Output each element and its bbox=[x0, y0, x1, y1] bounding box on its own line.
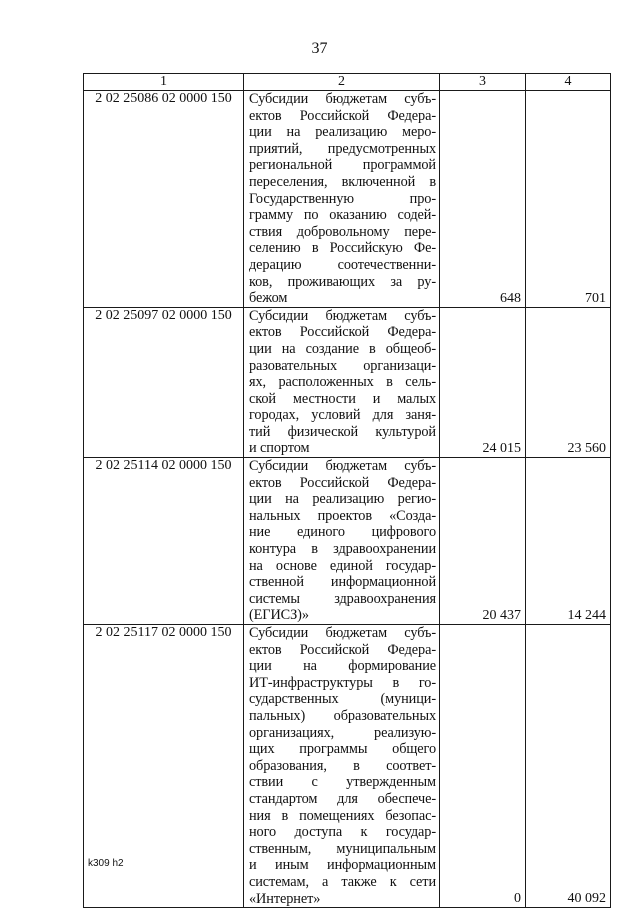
description-line: ния в помещениях безопас- bbox=[249, 807, 436, 824]
amount-col4-cell: 40 092 bbox=[526, 625, 611, 908]
description-line: переселения, включенной в bbox=[249, 173, 436, 190]
description-line: ИТ-инфраструктуры в го- bbox=[249, 674, 436, 691]
column-header-1: 1 bbox=[84, 74, 244, 91]
description-line: «Интернет» bbox=[249, 890, 321, 907]
description-line: Субсидии бюджетам субъ- bbox=[249, 307, 436, 324]
column-header-3: 3 bbox=[440, 74, 526, 91]
description-line: контура в здравоохранении bbox=[249, 541, 436, 558]
description-line: ской местности и малых bbox=[249, 390, 436, 407]
budget-code-cell: 2 02 25086 02 0000 150 bbox=[84, 91, 244, 308]
table-row bbox=[84, 458, 611, 625]
table-row bbox=[84, 307, 611, 457]
description-line: (ЕГИСЗ)» bbox=[249, 607, 309, 624]
description-line: ектов Российской Федера- bbox=[249, 641, 436, 658]
description-line: на основе единой государ- bbox=[249, 557, 436, 574]
description-line: и иным информационным bbox=[249, 857, 436, 874]
description-line: ции на создание в общеоб- bbox=[249, 340, 436, 357]
description-line: бежом bbox=[249, 290, 288, 307]
description-line: Субсидии бюджетам субъ- bbox=[249, 458, 436, 475]
description-line: системы здравоохранения bbox=[249, 590, 436, 607]
description-line: щих программы общего bbox=[249, 741, 436, 758]
description-cell bbox=[244, 307, 440, 457]
description-line: ектов Российской Федера- bbox=[249, 107, 436, 124]
description-line: ектов Российской Федера- bbox=[249, 474, 436, 491]
description-line: селению в Российскую Фе- bbox=[249, 240, 436, 257]
column-header-4: 4 bbox=[526, 74, 611, 91]
description-cell bbox=[244, 458, 440, 625]
description-line: ции на формирование bbox=[249, 658, 436, 675]
description-line: образования, в соответ- bbox=[249, 757, 436, 774]
description-line: ков, проживающих за ру- bbox=[249, 273, 436, 290]
table-row bbox=[84, 625, 611, 908]
description-line: тий физической культурой bbox=[249, 423, 436, 440]
description-line: ции на реализацию регио- bbox=[249, 491, 436, 508]
description-line: ях, расположенных в сель- bbox=[249, 374, 436, 391]
table-header-row bbox=[84, 74, 611, 91]
footer-code: k309 h2 bbox=[88, 858, 124, 869]
amount-col3-cell: 0 bbox=[440, 625, 526, 908]
budget-table bbox=[83, 73, 611, 908]
description-line: ственной информационной bbox=[249, 574, 436, 591]
amount-col3-cell: 24 015 bbox=[440, 307, 526, 457]
budget-code-cell: 2 02 25114 02 0000 150 bbox=[84, 458, 244, 625]
description-line: сударственных (муници- bbox=[249, 691, 436, 708]
amount-col4-cell: 14 244 bbox=[526, 458, 611, 625]
description-line: Государственную про- bbox=[249, 190, 436, 207]
description-line: ственным, муниципальным bbox=[249, 840, 436, 857]
description-line: городах, условий для заня- bbox=[249, 407, 436, 424]
description-line: разовательных организаци- bbox=[249, 357, 436, 374]
budget-code-cell: 2 02 25097 02 0000 150 bbox=[84, 307, 244, 457]
description-line: ции на реализацию меро- bbox=[249, 124, 436, 141]
description-line: организациях, реализую- bbox=[249, 724, 436, 741]
description-line: Субсидии бюджетам субъ- bbox=[249, 91, 436, 107]
description-line: приятий, предусмотренных bbox=[249, 140, 436, 157]
amount-col4-cell: 23 560 bbox=[526, 307, 611, 457]
description-line: ствия добровольному пере- bbox=[249, 223, 436, 240]
description-line: Субсидии бюджетам субъ- bbox=[249, 625, 436, 641]
description-line: пальных) образовательных bbox=[249, 707, 436, 724]
description-line: ствии с утвержденным bbox=[249, 774, 436, 791]
budget-code-cell: 2 02 25117 02 0000 150 bbox=[84, 625, 244, 908]
description-line: и спортом bbox=[249, 440, 310, 457]
description-cell bbox=[244, 625, 440, 908]
table-row bbox=[84, 91, 611, 308]
description-line: нальных проектов «Созда- bbox=[249, 507, 436, 524]
description-line: дерацию соотечественни- bbox=[249, 256, 436, 273]
description-line: региональной программой bbox=[249, 157, 436, 174]
description-line: грамму по оказанию содей- bbox=[249, 207, 436, 224]
description-line: системам, а также к сети bbox=[249, 873, 436, 890]
amount-col3-cell: 648 bbox=[440, 91, 526, 308]
page-number: 37 bbox=[311, 40, 328, 57]
amount-col4-cell: 701 bbox=[526, 91, 611, 308]
table-body bbox=[84, 91, 611, 908]
amount-col3-cell: 20 437 bbox=[440, 458, 526, 625]
description-cell bbox=[244, 91, 440, 308]
description-line: ного доступа к государ- bbox=[249, 824, 436, 841]
column-header-2: 2 bbox=[244, 74, 440, 91]
description-line: ектов Российской Федера- bbox=[249, 324, 436, 341]
description-line: ние единого цифрового bbox=[249, 524, 436, 541]
description-line: стандартом для обеспече- bbox=[249, 790, 436, 807]
